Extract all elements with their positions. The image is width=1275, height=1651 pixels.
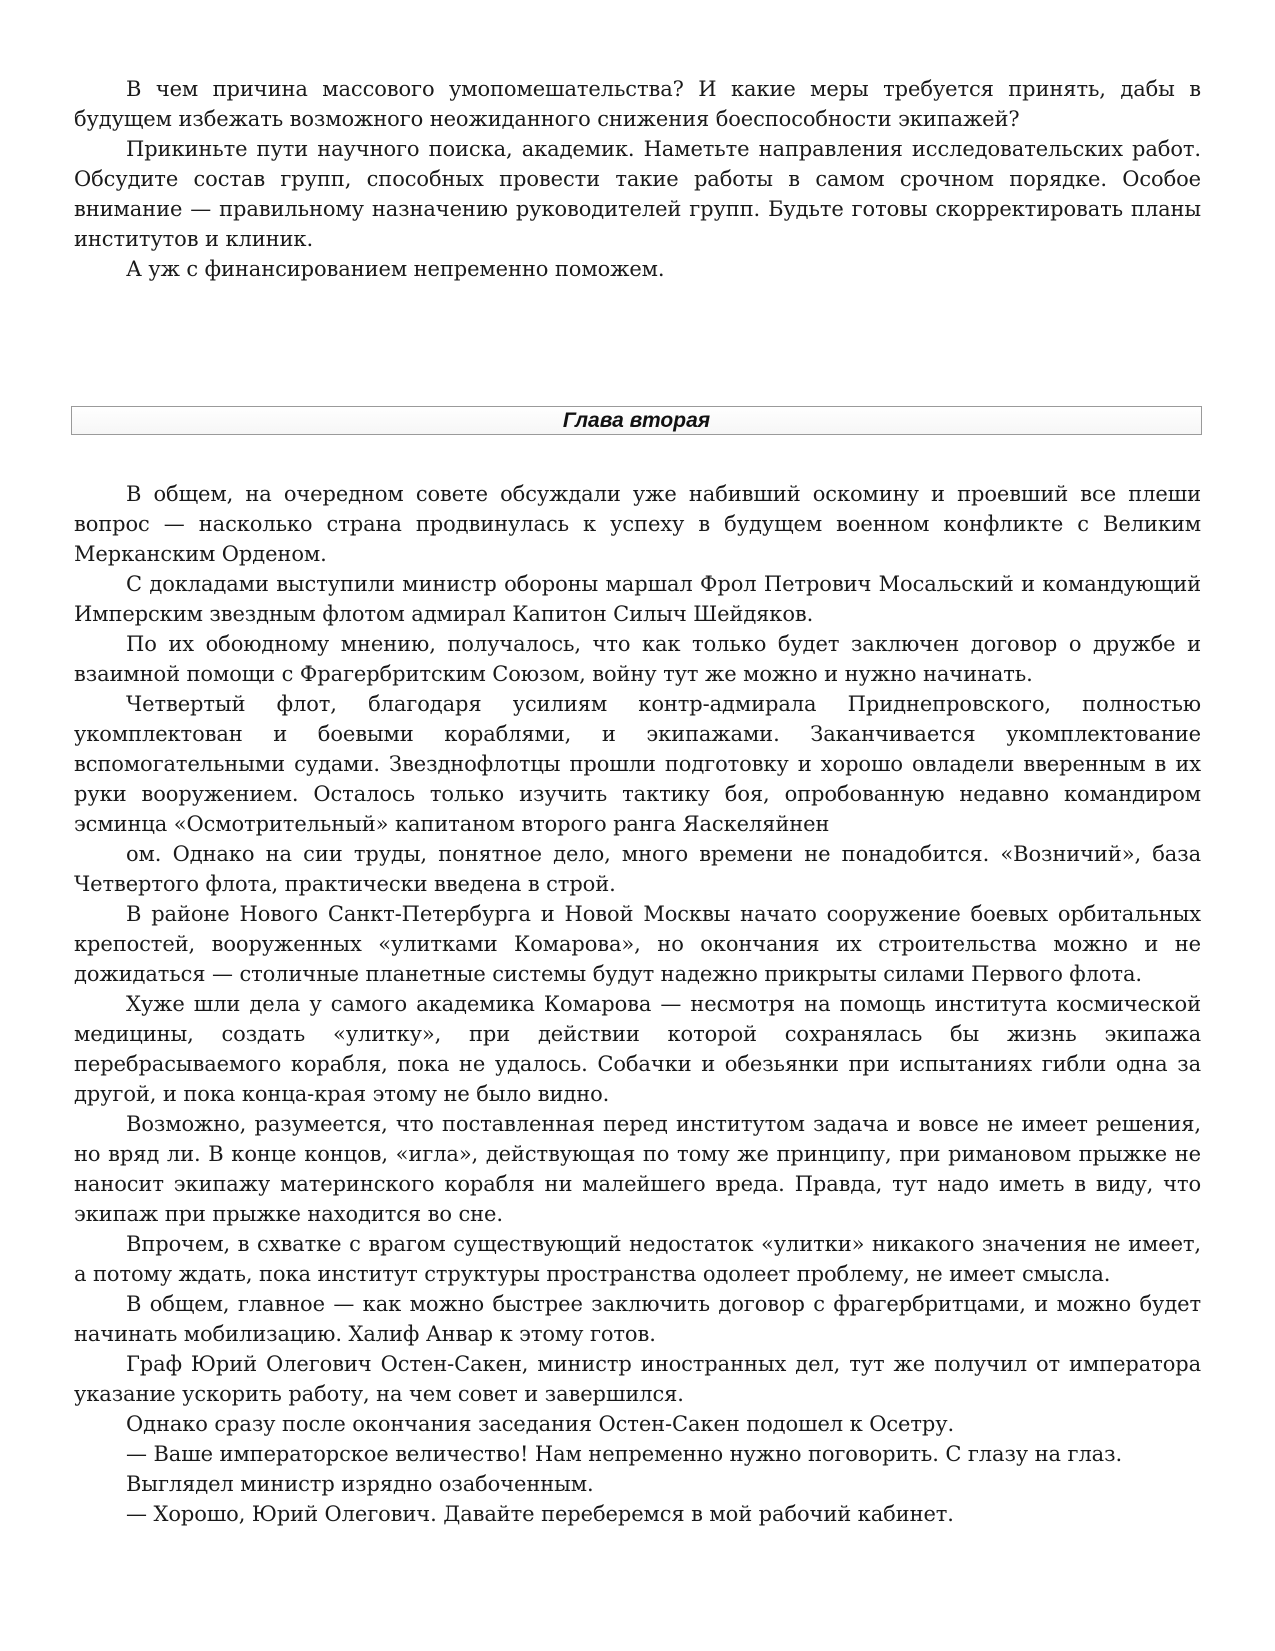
paragraph: Однако сразу после окончания заседания Остен-Сакен подошел к Осетру.: [126, 1412, 955, 1436]
paragraph: В общем, главное — как можно быстрее заключить договор с фрагербритцами, и можно будет начинать мобилизацию. Халиф Анвар к этому готов.: [74, 1292, 1201, 1346]
chapter-title: Глава вторая: [562, 408, 711, 432]
paragraph: Впрочем, в схватке с врагом существующий недостаток «улитки» никакого значения не имеет, а потому ждать, пока институт структуры пространства одолеет проблему, не имеет смысла.: [74, 1232, 1201, 1286]
document-page: [74, 74, 1201, 1529]
section-gap: [74, 284, 1201, 406]
paragraph: ом. Однако на сии труды, понятное дело, много времени не понадобится. «Возничий», база Четвертого флота, практически введена в строй.: [74, 842, 1201, 896]
paragraph: С докладами выступили министр обороны маршал Фрол Петрович Мосальский и командующий Имперским звездным флотом адмирал Капитон Силыч Шейдяков.: [74, 572, 1201, 626]
paragraph: Прикиньте пути научного поиска, академик. Наметьте направления исследовательских работ. Обсудите состав групп, способных провести такие работы в самом срочном порядке. Особое внимание — правильному назначению руководителей групп. Будьте готовы скорректировать планы институтов и клиник.: [74, 137, 1201, 251]
paragraph: Выглядел министр изрядно озабоченным.: [126, 1472, 594, 1496]
paragraph: Возможно, разумеется, что поставленная перед институтом задача и вовсе не имеет решения, но вряд ли. В конце концов, «игла», действующая по тому же принципу, при римановом прыжке не наносит экипажу материнского корабля ни малейшего вреда. Правда, тут надо иметь в виду, что экипаж при прыжке находится во сне.: [74, 1112, 1201, 1226]
paragraph: В чем причина массового умопомешательства? И какие меры требуется принять, дабы в будущем избежать возможного неожиданного снижения боеспособности экипажей?: [74, 77, 1201, 131]
paragraph: — Ваше императорское величество! Нам непременно нужно поговорить. С глазу на глаз.: [126, 1442, 1123, 1466]
paragraph: В общем, на очередном совете обсуждали уже набивший оскомину и проевший все плеши вопрос — насколько страна продвинулась к успеху в будущем военном конфликте с Великим Мерканским Орденом.: [74, 482, 1201, 566]
paragraph: В районе Нового Санкт-Петербурга и Новой Москвы начато сооружение боевых орбитальных крепостей, вооруженных «улитками Комарова», но окончания их строительства можно и не дожидаться — столичные планетные системы будут надежно прикрыты силами Первого флота.: [74, 902, 1201, 986]
paragraph: Граф Юрий Олегович Остен-Сакен, министр иностранных дел, тут же получил от императора указание ускорить работу, на чем совет и завершился.: [74, 1352, 1201, 1406]
paragraph: А уж с финансированием непременно поможем.: [126, 257, 665, 281]
chapter-heading-box: [71, 406, 1202, 435]
paragraph: Хуже шли дела у самого академика Комарова — несмотря на помощь института космической медицины, создать «улитку», при действии которой сохранялась бы жизнь экипажа перебрасываемого корабля, пока не удалось. Собачки и обезьянки при испытаниях гибли одна за другой, и пока конца-края этому не было видно.: [74, 992, 1201, 1106]
paragraph: По их обоюдному мнению, получалось, что как только будет заключен договор о дружбе и взаимной помощи с Фрагербритским Союзом, войну тут же можно и нужно начинать.: [74, 632, 1201, 686]
section-gap: [74, 435, 1201, 479]
paragraph: Четвертый флот, благодаря усилиям контр-адмирала Приднепровского, полностью укомплектован и боевыми кораблями, и экипажами. Заканчивается укомплектование вспомогательными судами. Звезднофлотцы прошли подготовку и хорошо овладели вверенным в их руки вооружением. Осталось только изучить тактику боя, опробованную недавно командиром эсминца «Осмотрительный» капитаном второго ранга Яаскеляйнен: [74, 692, 1201, 836]
paragraph: — Хорошо, Юрий Олегович. Давайте переберемся в мой рабочий кабинет.: [126, 1502, 954, 1526]
